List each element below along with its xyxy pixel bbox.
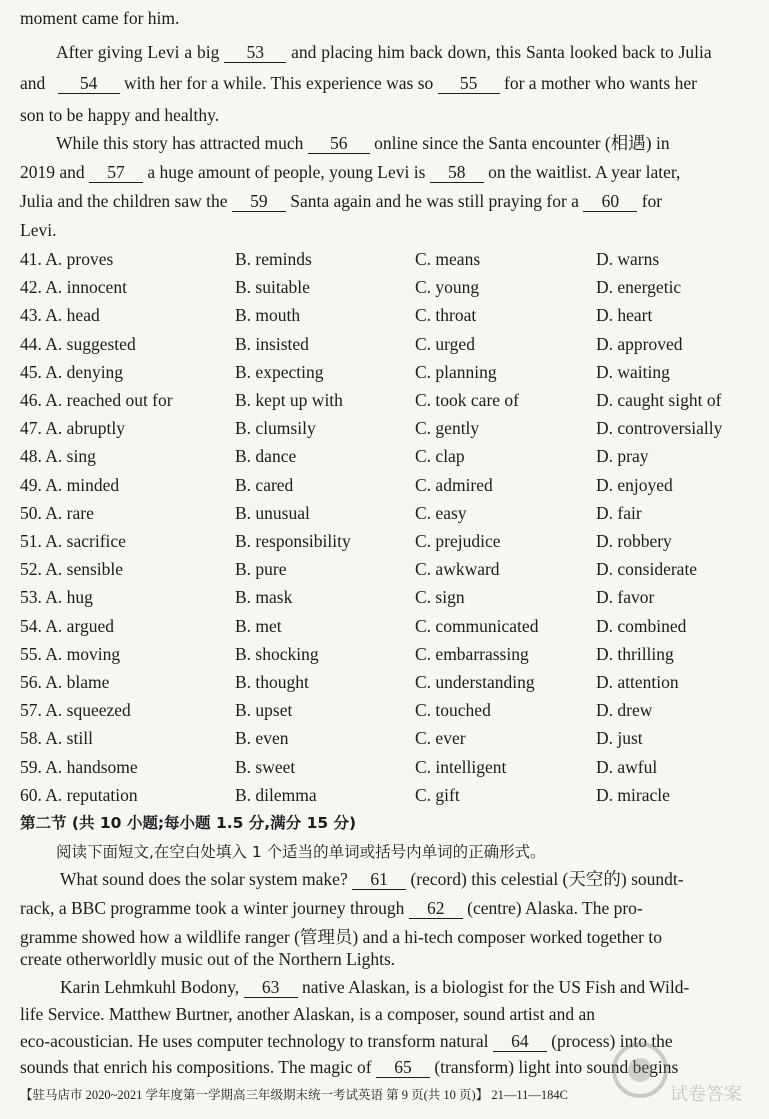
question-option-d: D. combined — [596, 615, 687, 636]
text: online since the Santa encounter (相遇) in — [374, 133, 670, 153]
question-option-c: C. touched — [415, 700, 491, 721]
passage-line — [56, 40, 712, 64]
question-option-d: D. approved — [596, 333, 683, 354]
page-footer: 【驻马店市 2020~2021 学年度第一学期高三年级期末统一考试英语 第 9 页(共 10 页)】 21—11—184C — [20, 1088, 568, 1102]
blank-59: 59 — [232, 191, 286, 212]
text: life Service. Matthew Burtner, another Alaskan, is a composer, sound artist and an — [20, 1004, 595, 1024]
blank-60: 60 — [583, 191, 637, 212]
question-option-b: B. reminds — [235, 249, 312, 269]
text: After giving Levi a big — [56, 42, 220, 62]
blank-64: 64 — [493, 1031, 547, 1052]
question-option-a: 44. A. suggested — [20, 333, 136, 354]
text: gramme showed how a wildlife ranger (管理员) and a hi-tech composer worked together to — [20, 927, 662, 947]
passage-line — [20, 925, 662, 949]
text: 2019 and — [20, 162, 85, 182]
question-option-a: 41. A. proves — [20, 249, 114, 269]
question-option-c: C. planning — [415, 361, 497, 382]
question-option-a: 45. A. denying — [20, 361, 124, 382]
question-option-c: C. took care of — [415, 390, 519, 410]
question-option-b: B. shocking — [235, 643, 319, 664]
text: (process) into the — [551, 1031, 673, 1051]
text: rack, a BBC programme took a winter journey through — [20, 898, 405, 918]
text: create otherworldly music out of the Northern Lights. — [20, 949, 396, 969]
question-option-c: C. admired — [415, 474, 493, 495]
question-option-b: B. suitable — [235, 277, 310, 298]
question-option-c: C. gift — [415, 784, 460, 805]
question-option-c: C. sign — [415, 587, 465, 608]
question-option-b: B. expecting — [235, 361, 324, 382]
question-option-b: B. insisted — [235, 333, 309, 354]
blank-55: 55 — [438, 73, 500, 94]
text: eco-acoustician. He uses computer technology to transform natural — [20, 1031, 489, 1051]
question-option-a: 48. A. sing — [20, 446, 96, 467]
passage-line — [20, 1055, 678, 1079]
question-option-d: D. enjoyed — [596, 474, 673, 495]
passage-line — [60, 975, 689, 999]
question-option-a: 43. A. head — [20, 305, 100, 326]
text: son to be happy and healthy. — [20, 105, 220, 125]
blank-61: 61 — [352, 869, 406, 890]
question-option-b: B. sweet — [235, 756, 296, 777]
question-option-b: B. pure — [235, 559, 287, 580]
question-option-d: D. drew — [596, 700, 653, 721]
passage-line — [60, 867, 684, 891]
question-option-d: D. attention — [596, 672, 679, 692]
question-option-c: C. gently — [415, 418, 480, 439]
question-option-b: B. mouth — [235, 305, 301, 326]
watermark-logo — [600, 1030, 765, 1115]
text: While this story has attracted much — [56, 133, 304, 153]
question-option-a: 57. A. squeezed — [20, 700, 131, 721]
question-option-c: C. clap — [415, 446, 465, 467]
question-option-a: 50. A. rare — [20, 502, 94, 523]
question-option-d: D. just — [596, 728, 643, 749]
question-option-b: B. cared — [235, 474, 294, 495]
text: Julia and the children saw the — [20, 191, 228, 211]
question-option-c: C. throat — [415, 305, 477, 326]
question-option-a: 47. A. abruptly — [20, 418, 125, 439]
question-option-a: 46. A. reached out for — [20, 390, 173, 410]
question-option-d: D. warns — [596, 249, 660, 269]
passage-line — [20, 189, 662, 213]
question-option-b: B. dance — [235, 446, 297, 467]
question-option-a: 42. A. innocent — [20, 277, 127, 298]
passage-line — [20, 6, 179, 30]
text: with her for a while. This experience was so — [124, 73, 434, 93]
text: sounds that enrich his compositions. The magic of — [20, 1057, 372, 1077]
question-option-a: 52. A. sensible — [20, 559, 124, 580]
text: on the waitlist. A year later, — [488, 162, 681, 182]
blank-63: 63 — [244, 977, 298, 998]
passage-line — [20, 218, 56, 242]
passage-line — [20, 947, 395, 971]
question-option-c: C. ever — [415, 728, 466, 749]
question-option-d: D. pray — [596, 446, 649, 467]
question-option-b: B. clumsily — [235, 418, 316, 439]
passage-line — [56, 131, 670, 155]
text: Santa again and he was still praying for a — [290, 191, 579, 211]
question-option-a: 54. A. argued — [20, 615, 114, 636]
text: (record) this celestial (天空的) soundt- — [410, 869, 684, 889]
question-option-b: B. kept up with — [235, 390, 343, 410]
text: Levi. — [20, 220, 57, 240]
question-option-c: C. intelligent — [415, 756, 507, 777]
text: for — [641, 191, 663, 211]
text: and — [20, 73, 46, 93]
text: and placing him back down, this Santa looked back to Julia — [291, 42, 712, 62]
section-instruction: 阅读下面短文,在空白处填入 1 个适当的单词或括号内单词的正确形式。 — [56, 843, 546, 861]
question-option-a: 56. A. blame — [20, 672, 110, 692]
question-option-b: B. responsibility — [235, 531, 351, 551]
blank-65: 65 — [376, 1057, 430, 1078]
passage-line — [20, 103, 219, 127]
question-option-c: C. prejudice — [415, 531, 501, 551]
question-option-a: 60. A. reputation — [20, 784, 138, 805]
text: What sound does the solar system make? — [60, 869, 348, 889]
question-option-a: 59. A. handsome — [20, 756, 138, 777]
passage-line — [20, 160, 680, 184]
blank-58: 58 — [430, 162, 484, 183]
section-heading: 第二节 (共 10 小题;每小题 1.5 分,满分 15 分) — [20, 814, 357, 832]
passage-line — [20, 1029, 673, 1053]
question-option-a: 55. A. moving — [20, 643, 121, 664]
text: (centre) Alaska. The pro- — [467, 898, 643, 918]
question-option-c: C. understanding — [415, 672, 535, 692]
question-option-a: 53. A. hug — [20, 587, 93, 608]
question-option-b: B. thought — [235, 672, 309, 692]
blank-62: 62 — [409, 898, 463, 919]
question-option-d: D. caught sight of — [596, 390, 722, 410]
blank-54: 54 — [58, 73, 120, 94]
question-option-b: B. mask — [235, 587, 293, 608]
text: moment came for him. — [20, 8, 180, 28]
question-option-d: D. heart — [596, 305, 653, 326]
question-option-d: D. awful — [596, 756, 658, 777]
blank-57: 57 — [89, 162, 143, 183]
question-option-b: B. met — [235, 615, 282, 636]
question-option-d: D. thrilling — [596, 643, 674, 664]
passage-line — [20, 896, 643, 920]
text: a huge amount of people, young Levi is — [147, 162, 426, 182]
question-option-d: D. considerate — [596, 559, 698, 580]
question-option-b: B. dilemma — [235, 784, 317, 805]
question-option-a: 51. A. sacrifice — [20, 531, 126, 551]
question-option-b: B. unusual — [235, 502, 310, 523]
text: for a mother who wants her — [504, 73, 697, 93]
question-option-d: D. miracle — [596, 784, 670, 805]
blank-53: 53 — [224, 42, 286, 63]
question-option-c: C. easy — [415, 502, 467, 523]
question-option-d: D. controversially — [596, 418, 723, 439]
text: (transform) light into sound begins — [434, 1057, 679, 1077]
question-option-d: D. energetic — [596, 277, 682, 298]
text: native Alaskan, is a biologist for the US Fish and Wild- — [301, 977, 690, 997]
question-option-c: C. young — [415, 277, 480, 298]
question-option-c: C. communicated — [415, 615, 539, 636]
question-option-b: B. upset — [235, 700, 293, 721]
question-option-d: D. robbery — [596, 531, 672, 551]
question-option-d: D. favor — [596, 587, 655, 608]
question-option-a: 58. A. still — [20, 728, 93, 749]
question-option-c: C. urged — [415, 333, 475, 354]
question-option-b: B. even — [235, 728, 289, 749]
blank-56: 56 — [308, 133, 370, 154]
question-option-d: D. fair — [596, 502, 642, 523]
question-option-c: C. awkward — [415, 559, 500, 580]
passage-line — [20, 71, 697, 95]
watermark-text: 试卷答案 — [670, 1084, 742, 1105]
question-option-c: C. embarrassing — [415, 643, 529, 664]
passage-line — [20, 1002, 595, 1026]
question-option-a: 49. A. minded — [20, 474, 120, 495]
question-option-c: C. means — [415, 249, 481, 269]
question-option-d: D. waiting — [596, 361, 670, 382]
text: Karin Lehmkuhl Bodony, — [60, 977, 240, 997]
